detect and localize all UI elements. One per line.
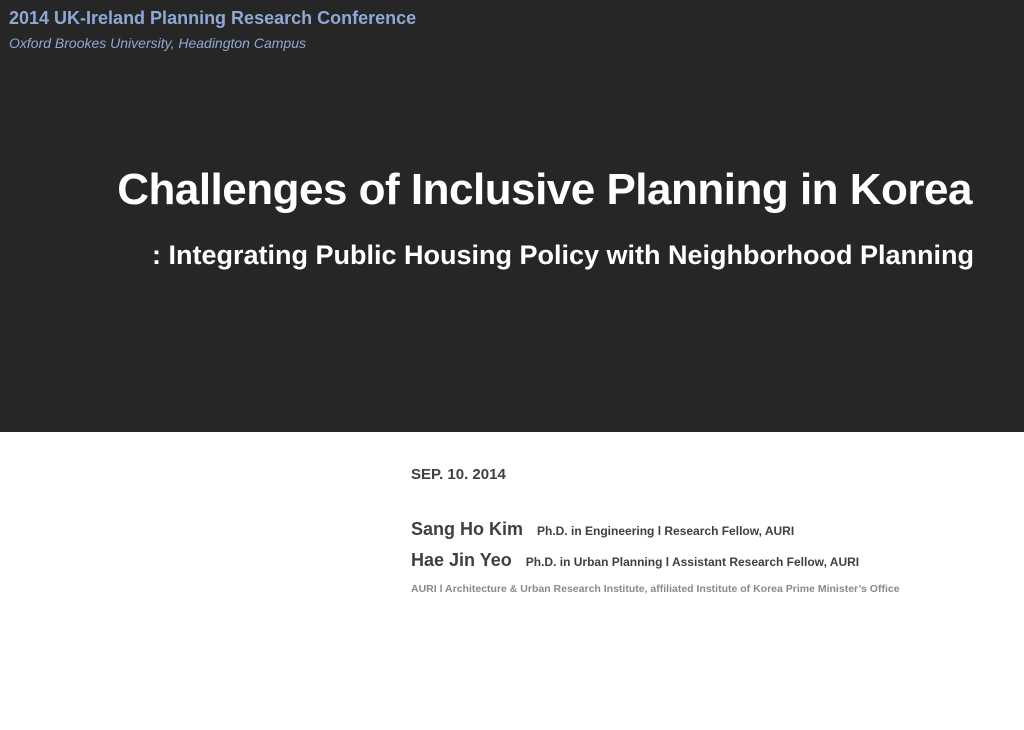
author-entry (411, 550, 900, 571)
slide-subtitle: : Integrating Public Housing Policy with Neighborhood Planning (152, 240, 974, 270)
institution-affiliation: AURI l Architecture & Urban Research Institute, affiliated Institute of Korea Prime Minister’s Office (411, 583, 900, 595)
conference-title: 2014 UK-Ireland Planning Research Conference (9, 8, 417, 28)
author-role: Ph.D. in Engineering l Research Fellow, AURI (537, 524, 795, 538)
slide-title: Challenges of Inclusive Planning in Korea (117, 165, 972, 214)
author-entry (411, 519, 900, 540)
author-name: Sang Ho Kim (411, 519, 524, 539)
conference-venue: Oxford Brookes University, Headington Campus (9, 35, 306, 51)
author-name: Hae Jin Yeo (411, 550, 512, 570)
presentation-details (411, 466, 900, 595)
author-role: Ph.D. in Urban Planning l Assistant Research Fellow, AURI (525, 555, 860, 569)
presentation-date: SEP. 10. 2014 (411, 466, 506, 483)
